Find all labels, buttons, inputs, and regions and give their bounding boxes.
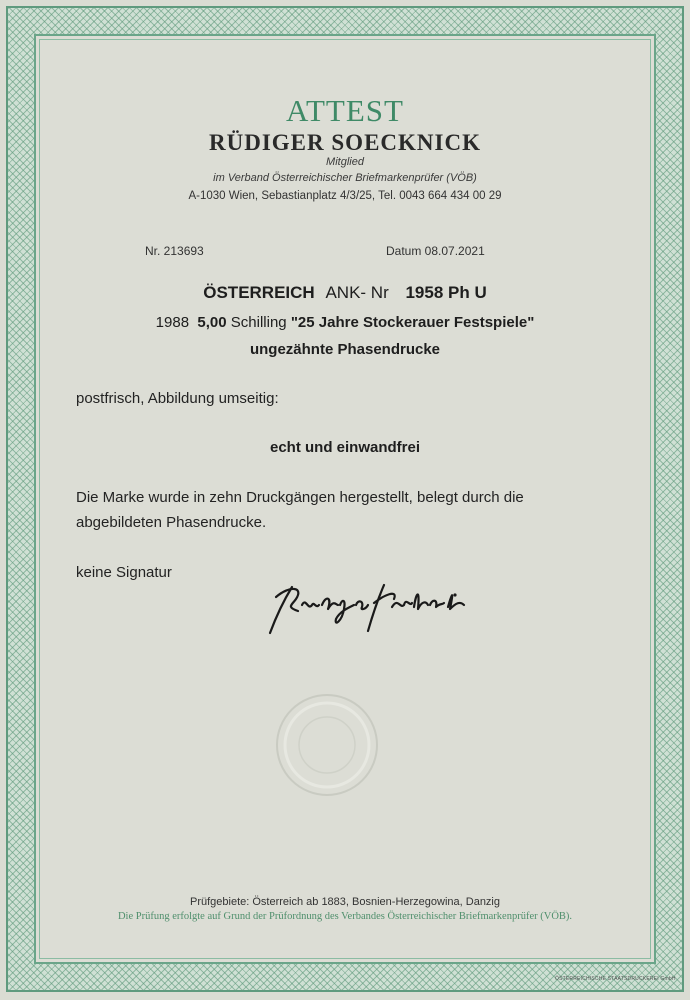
certificate-number: Nr. 213693 — [145, 244, 204, 258]
association-line: im Verband Österreichischer Briefmarkenprüfer (VÖB) — [213, 172, 477, 184]
verdict-text: echt und einwandfrei — [269, 439, 420, 456]
regulation-note: Die Prüfung erfolgte auf Grund der Prüfordnung des Verbandes Österreichischer Briefmarkenprüfer (VÖB). — [117, 911, 573, 922]
examiner-name: RÜDIGER SOECKNICK — [209, 130, 481, 155]
stamp-currency: Schilling — [230, 314, 287, 331]
embossed-seal — [272, 690, 382, 800]
note-line-1: Die Marke wurde in zehn Druckgängen hergestellt, belegt durch die — [76, 489, 524, 506]
stamp-identification — [0, 283, 690, 303]
attest-title: ATTEST — [286, 93, 404, 128]
stamp-variety: ungezähnte Phasendrucke — [249, 341, 441, 358]
examination-areas: Prüfgebiete: Österreich ab 1883, Bosnien-Herzegowina, Danzig — [189, 896, 500, 908]
address-line: A-1030 Wien, Sebastianplatz 4/3/25, Tel. 0043 664 434 00 29 — [188, 190, 502, 202]
stamp-value: 5,00 — [197, 314, 227, 331]
note-line-2: abgebildeten Phasendrucke. — [76, 514, 267, 531]
printer-imprint: ÖSTERREICHISCHE STAATSDRUCKEREI GmbH — [555, 976, 676, 982]
stamp-year: 1988 — [155, 314, 190, 331]
certificate-date: Datum 08.07.2021 — [386, 244, 485, 258]
stamp-country: ÖSTERREICH — [203, 283, 315, 302]
stamp-title: "25 Jahre Stockerauer Festspiele" — [290, 314, 535, 331]
condition-text: postfrisch, Abbildung umseitig: — [76, 390, 279, 407]
signature-note: keine Signatur — [76, 564, 172, 581]
member-label: Mitglied — [326, 156, 364, 168]
stamp-description — [0, 314, 690, 331]
handwritten-signature — [262, 575, 477, 637]
ank-label: ANK- Nr — [325, 283, 389, 302]
ank-number: 1958 Ph U — [405, 283, 487, 302]
